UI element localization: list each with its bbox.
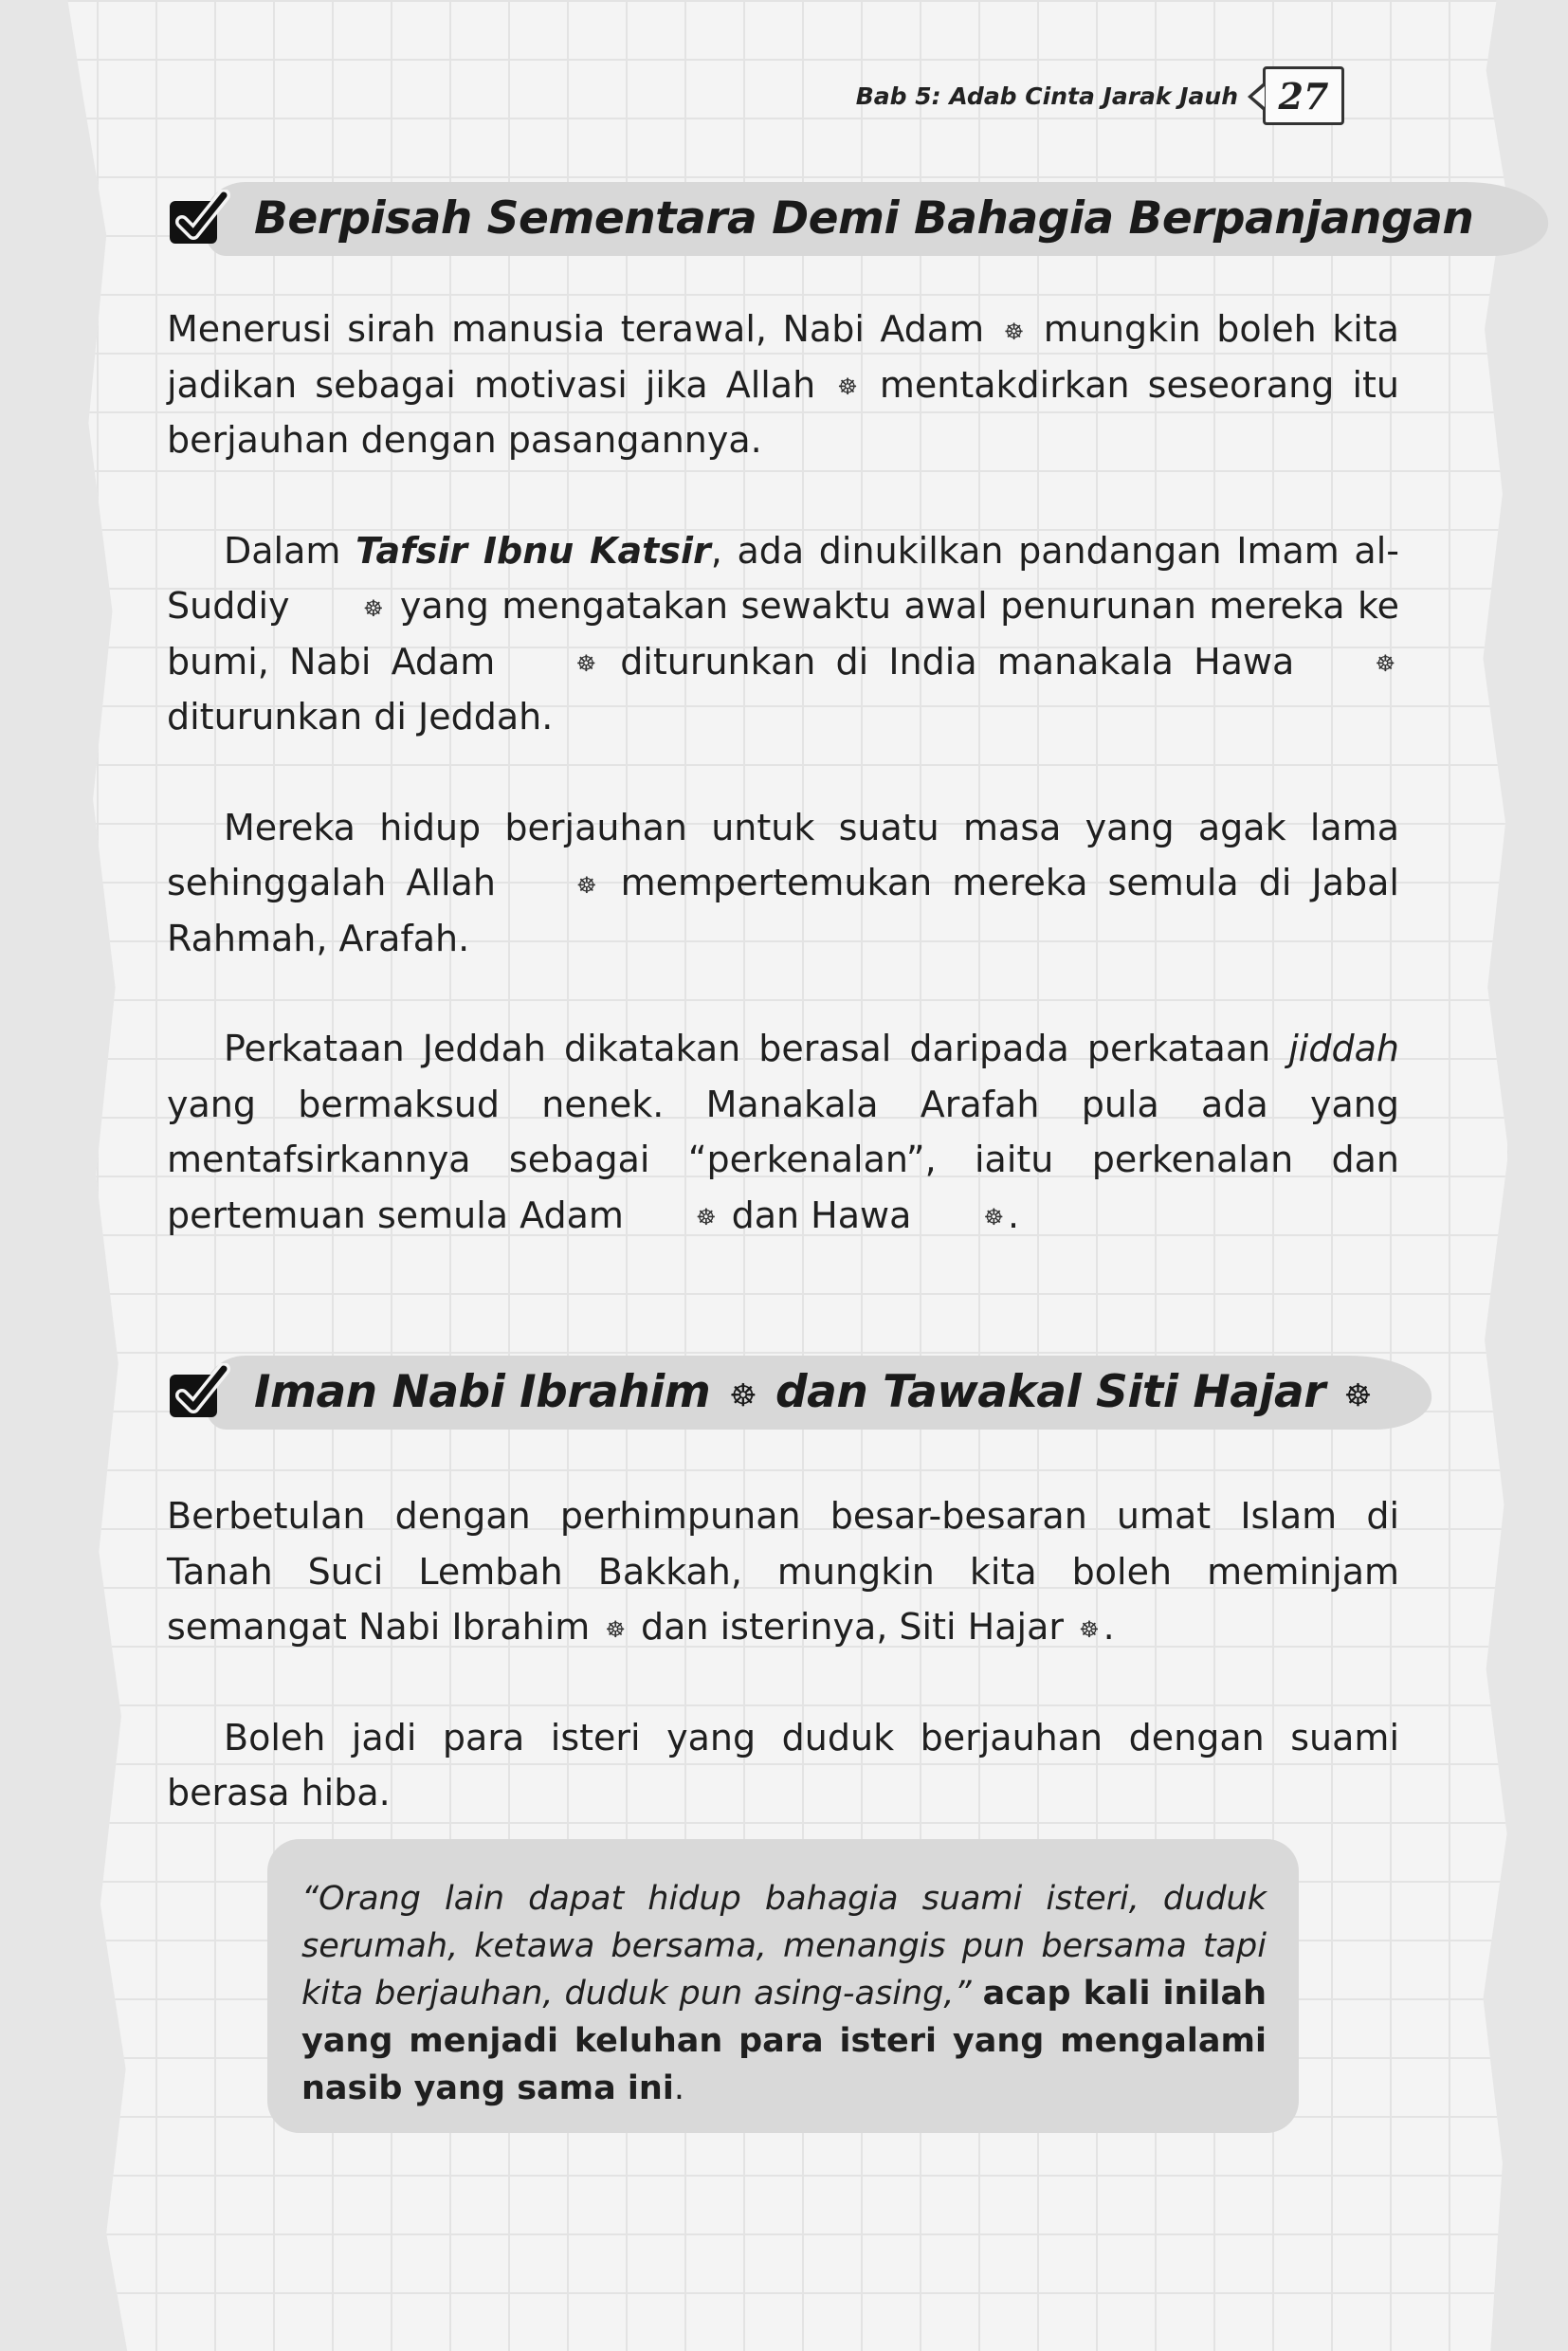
paragraph-text: Mereka hidup berjauhan untuk suatu masa yang agak lama sehinggalah Allah: [167, 806, 1399, 903]
page-number: 27: [1278, 74, 1329, 118]
quote-emphasis: acap kali inilah yang menjadi keluhan para isteri yang mengalami nasib yang sama ini: [301, 1975, 1267, 2107]
heading-text-part: dan Tawakal Siti Hajar: [775, 1365, 1325, 1418]
paragraph: [167, 800, 1399, 967]
paragraph-text: mungkin boleh kita jadikan sebagai motivasi jika Allah: [167, 308, 1399, 406]
section-heading-1: [167, 173, 1473, 264]
paragraph-text: Perkataan Jeddah dikatakan berasal daripada perkataan: [224, 1028, 1271, 1069]
honorific-icon: ☸: [576, 871, 597, 899]
paragraph-text: , ada dinukilkan pandangan Imam al-Suddiy: [167, 529, 1399, 627]
running-header: [856, 66, 1344, 125]
honorific-icon: ☸: [696, 1204, 717, 1230]
page-number-tab: [1263, 66, 1344, 125]
paragraph-text: mempertemukan mereka semula di Jabal Rahmah, Arafah.: [167, 862, 1399, 959]
checkbox-icon: [167, 1363, 231, 1420]
paragraph-text: diturunkan di India manakala Hawa: [620, 640, 1295, 683]
section-heading-2-text: [254, 1366, 1376, 1418]
paragraph-text: .: [1103, 1606, 1115, 1648]
checkbox-icon: [167, 190, 231, 246]
honorific-icon: ☸: [1003, 318, 1025, 345]
paragraph-text: yang bermaksud nenek. Manakala Arafah pula ada yang mentafsirkannya sebagai “perkenalan”, iaitu perkenalan dan pertemuan semula Adam: [167, 1083, 1399, 1236]
honorific-icon: ☸: [983, 1204, 1005, 1230]
paragraph: [167, 1021, 1399, 1243]
paragraph: [167, 1488, 1399, 1655]
quote-text: “Orang lain dapat hidup bahagia suami isteri, duduk serumah, ketawa bersama, menangis pun bersama tapi kita berjauhan, duduk pun asing-asing,”: [301, 1880, 1267, 2013]
section-heading-2: [167, 1346, 1376, 1437]
honorific-icon: ☸: [729, 1376, 757, 1413]
paragraph-text: mentakdirkan seseorang itu berjauhan dengan pasangannya.: [167, 363, 1399, 461]
honorific-icon: ☸: [362, 594, 384, 622]
italic-word: jiddah: [1288, 1028, 1399, 1069]
book-title: Tafsir Ibnu Katsir: [356, 529, 711, 572]
section-heading-1-text: Berpisah Sementara Demi Bahagia Berpanjangan: [254, 191, 1474, 245]
chapter-title: Bab 5: Adab Cinta Jarak Jauh: [855, 82, 1238, 110]
quote-box: [267, 1839, 1299, 2133]
paragraph-text: Dalam: [224, 529, 341, 572]
paragraph: Boleh jadi para isteri yang duduk berjauhan dengan suami berasa hiba.: [167, 1716, 1399, 1813]
heading-text-part: Iman Nabi Ibrahim: [254, 1365, 711, 1418]
section-2-body: [167, 1488, 1399, 1821]
honorific-icon: ☸: [575, 650, 597, 677]
paragraph-text: dan Hawa: [731, 1194, 912, 1236]
paragraph-text: .: [1008, 1194, 1020, 1236]
honorific-icon: ☸: [1079, 1615, 1100, 1643]
honorific-icon: ☸: [837, 374, 858, 400]
paragraph: [167, 301, 1399, 468]
paragraph-text: dan isterinya, Siti Hajar: [641, 1606, 1064, 1648]
paragraph-text: diturunkan di Jeddah.: [167, 696, 554, 738]
honorific-icon: ☸: [1375, 650, 1395, 677]
paragraph: [167, 523, 1399, 745]
paragraph-text: yang mengatakan sewaktu awal penurunan mereka ke bumi, Nabi Adam: [167, 585, 1399, 683]
honorific-icon: ☸: [605, 1615, 626, 1643]
section-1-body: [167, 301, 1399, 1243]
honorific-icon: ☸: [1343, 1376, 1372, 1413]
paragraph-text: Menerusi sirah manusia terawal, Nabi Adam: [167, 308, 985, 350]
paragraph-text: Berbetulan dengan perhimpunan besar-besaran umat Islam di Tanah Suci Lembah Bakkah, mungkin kita boleh meminjam semangat Nabi Ibrahim: [167, 1495, 1399, 1648]
quote-end: .: [673, 2069, 684, 2107]
